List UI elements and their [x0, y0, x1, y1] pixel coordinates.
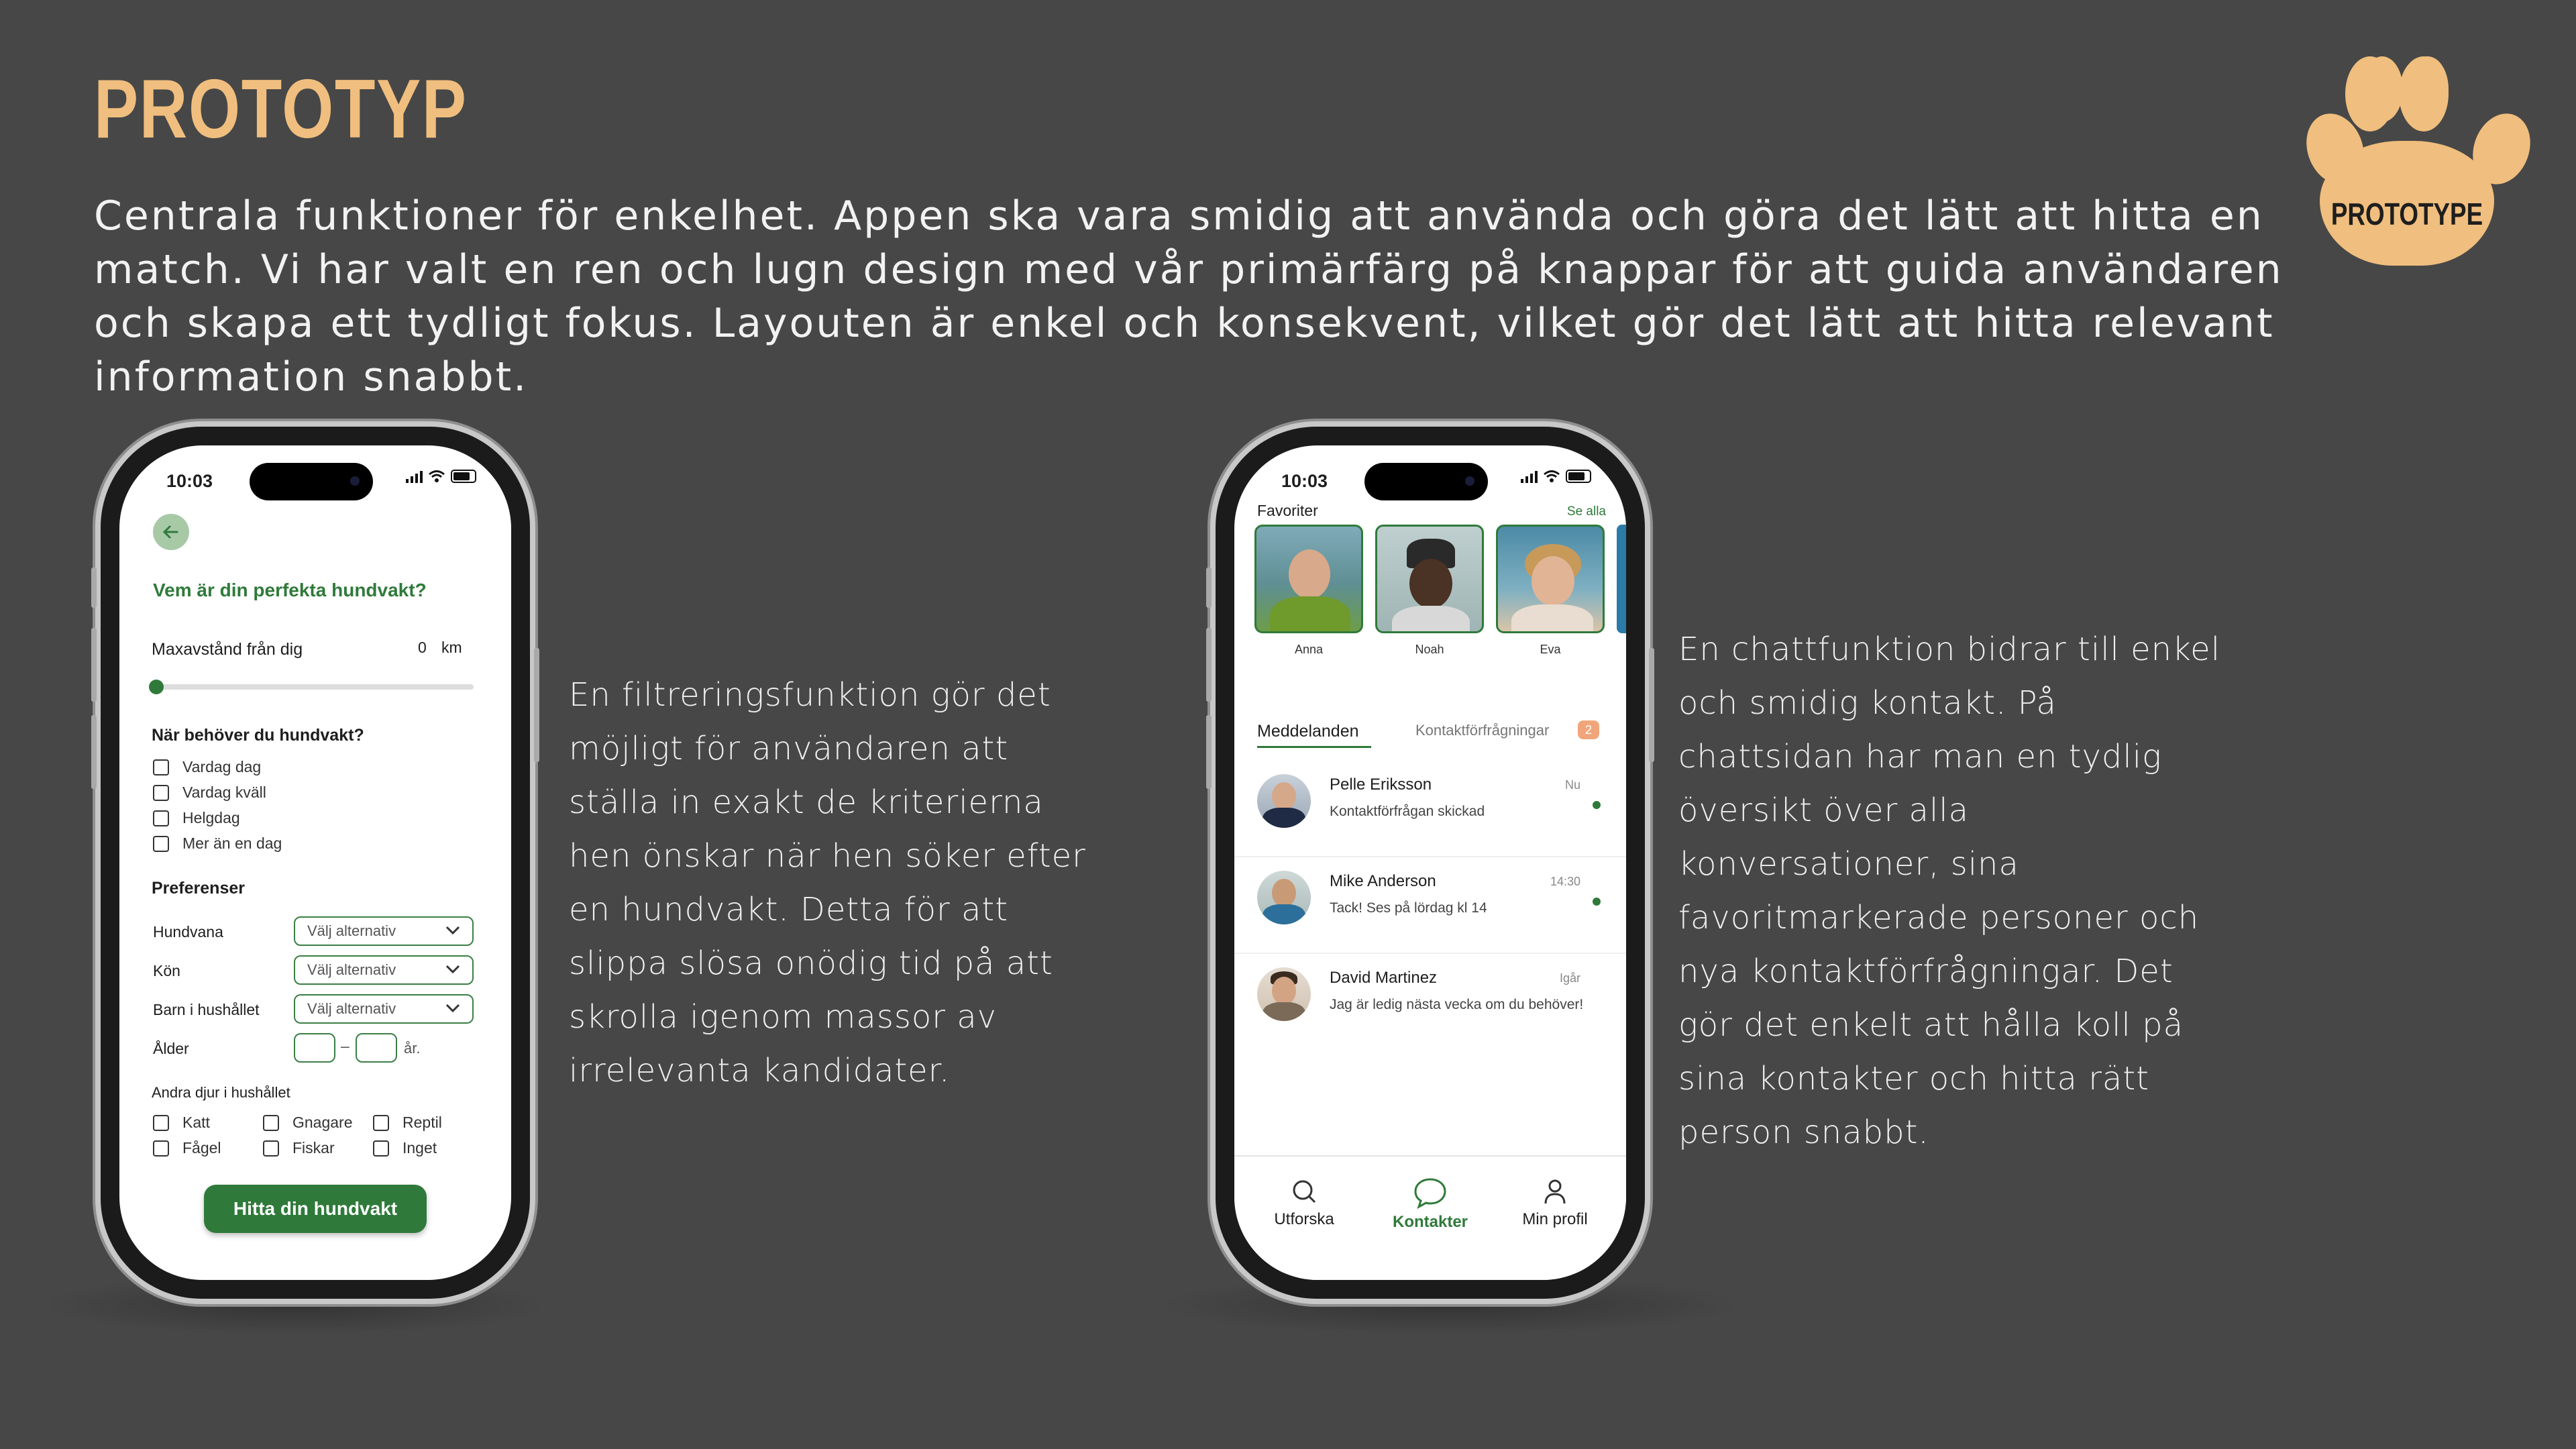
checkbox-vardag-kvall[interactable] [153, 785, 169, 801]
tab-messages[interactable]: Meddelanden [1257, 722, 1359, 741]
favorites-label: Favoriter [1257, 502, 1318, 519]
filter-description: En filtreringsfunktion gör det möjligt för användaren att ställa in exakt de kriterierna hen önskar när hen söker efter en hundvakt. Detta för att slippa slösa onödig tid på att skrolla igenom massor av irrelevanta kandidater. [569, 676, 1086, 1089]
field-label: Barn i hushållet [153, 1001, 260, 1018]
avatar [1257, 967, 1311, 1021]
distance-value: 0 [418, 639, 427, 656]
divider [1234, 856, 1626, 857]
filter-heading: Vem är din perfekta hundvakt? [153, 580, 427, 600]
chat-message: Jag är ledig nästa vecka om du behöver! [1330, 997, 1584, 1012]
checkbox-vardag-dag[interactable] [153, 759, 169, 775]
when-label: När behöver du hundvakt? [152, 726, 364, 745]
other-animals-label: Andra djur i hushållet [152, 1084, 290, 1101]
bottom-tab-bar [1234, 1155, 1626, 1280]
select-hundvana[interactable] [294, 916, 474, 946]
field-label: Hundvana [153, 923, 223, 941]
favorite-name: Noah [1415, 643, 1444, 656]
avatar [1257, 774, 1311, 828]
battery-icon [451, 470, 476, 483]
nav-kontakter[interactable] [1370, 1177, 1491, 1232]
dynamic-island [1364, 463, 1488, 500]
select-value: Välj alternativ [307, 1000, 396, 1017]
signal-icon [406, 471, 423, 483]
nav-label: Min profil [1522, 1210, 1588, 1228]
slide-title: PROTOTYP [94, 63, 468, 156]
checkbox-label: Helgdag [182, 809, 240, 826]
chat-row[interactable] [1234, 859, 1626, 953]
unread-dot [1593, 898, 1601, 906]
distance-unit: km [441, 639, 462, 656]
field-label: Ålder [153, 1040, 189, 1057]
field-label: Kön [153, 962, 180, 979]
chat-name: Mike Anderson [1330, 872, 1436, 890]
requests-badge: 2 [1578, 720, 1599, 739]
checkbox-label: Fiskar [292, 1139, 335, 1157]
checkbox-inget[interactable] [373, 1140, 389, 1157]
chat-row[interactable] [1234, 955, 1626, 1049]
favorite-name: Anna [1294, 643, 1324, 656]
dynamic-island [250, 463, 373, 500]
unread-dot [1593, 801, 1601, 809]
distance-label: Maxavstånd från dig [152, 640, 303, 659]
chevron-down-icon [445, 965, 460, 974]
battery-icon [1566, 470, 1591, 483]
favorite-photo-eva[interactable] [1496, 525, 1605, 633]
checkbox-reptil[interactable] [373, 1115, 389, 1131]
paw-toe-icon [2399, 56, 2449, 131]
filter-screen [119, 445, 511, 1280]
chat-screen [1234, 445, 1626, 1280]
checkbox-label: Katt [182, 1114, 210, 1131]
checkbox-fagel[interactable] [153, 1140, 169, 1157]
age-max-input[interactable] [356, 1033, 397, 1063]
wifi-icon [1543, 470, 1560, 483]
checkbox-label: Mer än en dag [182, 835, 282, 852]
checkbox-helgdag[interactable] [153, 810, 169, 826]
arrow-left-icon [153, 514, 189, 550]
checkbox-fiskar[interactable] [263, 1140, 279, 1157]
nav-utforska[interactable] [1244, 1177, 1364, 1229]
see-all-link[interactable]: Se alla [1566, 504, 1606, 519]
chevron-down-icon [445, 926, 460, 935]
tab-requests[interactable]: Kontaktförfrågningar [1415, 722, 1550, 739]
checkbox-katt[interactable] [153, 1115, 169, 1131]
select-value: Välj alternativ [307, 961, 396, 978]
chat-message: Kontaktförfrågan skickad [1330, 804, 1485, 819]
intro-text: Centrala funktioner för enkelhet. Appen ska vara smidig att använda och göra det lätt att hitta en match. Vi har valt en ren och lugn design med vår primärfärg på knappar för att guida användaren och skapa ett tydligt fokus. Layouten är enkel och konsekvent, vilket gör det lätt att hitta relevant information snabbt. [94, 193, 2284, 400]
favorite-photo-anna[interactable] [1254, 525, 1363, 633]
slider-handle[interactable] [149, 680, 164, 694]
checkbox-label: Vardag dag [182, 758, 262, 775]
select-kon[interactable] [294, 955, 474, 985]
nav-min-profil[interactable] [1495, 1177, 1615, 1229]
chat-time: 14:30 [1550, 875, 1580, 888]
back-button[interactable] [153, 514, 189, 550]
chat-time: Nu [1564, 778, 1580, 792]
chat-bubble-icon [1412, 1177, 1448, 1209]
chat-message: Tack! Ses på lördag kl 14 [1330, 900, 1487, 916]
age-separator: – [341, 1037, 350, 1055]
favorite-photo-noah[interactable] [1375, 525, 1484, 633]
age-min-input[interactable] [294, 1033, 335, 1063]
status-time: 10:03 [166, 471, 213, 491]
status-time: 10:03 [1281, 471, 1328, 491]
chat-phone [1216, 427, 1645, 1299]
checkbox-label: Vardag kväll [182, 784, 266, 801]
signal-icon [1521, 471, 1538, 483]
filter-phone [101, 427, 530, 1299]
person-icon [1540, 1177, 1570, 1206]
chevron-down-icon [445, 1004, 460, 1013]
find-sitter-button[interactable]: Hitta din hundvakt [204, 1185, 427, 1233]
select-barn-i-hushallet[interactable] [294, 994, 474, 1024]
checkbox-gnagare[interactable] [263, 1115, 279, 1131]
chat-name: David Martinez [1330, 969, 1438, 987]
avatar [1257, 871, 1311, 924]
checkbox-label: Inget [402, 1139, 437, 1157]
preferences-label: Preferenser [152, 879, 245, 898]
favorite-photo-partial[interactable] [1617, 525, 1626, 633]
select-value: Välj alternativ [307, 922, 396, 939]
status-icons [1521, 470, 1591, 483]
nav-label: Utforska [1274, 1210, 1334, 1228]
chat-time: Igår [1559, 971, 1580, 985]
chat-description: En chattfunktion bidrar till enkel och smidig kontakt. På chattsidan har man en tydlig översikt över alla konversationer, sina favoritmarkerade personer och nya kontaktförfrågningar. Det gör det enkelt att hålla koll på sina kontakter och hitta rätt person snabbt. [1678, 631, 2221, 1151]
divider [1234, 953, 1626, 954]
status-icons [406, 470, 476, 483]
chat-row[interactable] [1234, 762, 1626, 856]
logo-text: PROTOTYPE [2330, 197, 2483, 231]
prototype-paw-logo [2281, 56, 2533, 268]
search-icon [1289, 1177, 1319, 1206]
nav-label: Kontakter [1392, 1213, 1468, 1231]
tab-indicator [1257, 746, 1371, 748]
checkbox-label: Gnagare [292, 1114, 353, 1131]
checkbox-label: Fågel [182, 1139, 221, 1157]
paw-toe-icon [2345, 56, 2395, 131]
age-unit: år. [404, 1040, 421, 1057]
checkbox-label: Reptil [402, 1114, 442, 1131]
distance-slider[interactable] [153, 684, 474, 690]
wifi-icon [428, 470, 445, 483]
checkbox-mer-an-en-dag[interactable] [153, 836, 169, 852]
chat-name: Pelle Eriksson [1330, 775, 1432, 794]
favorite-name: Eva [1540, 643, 1561, 656]
